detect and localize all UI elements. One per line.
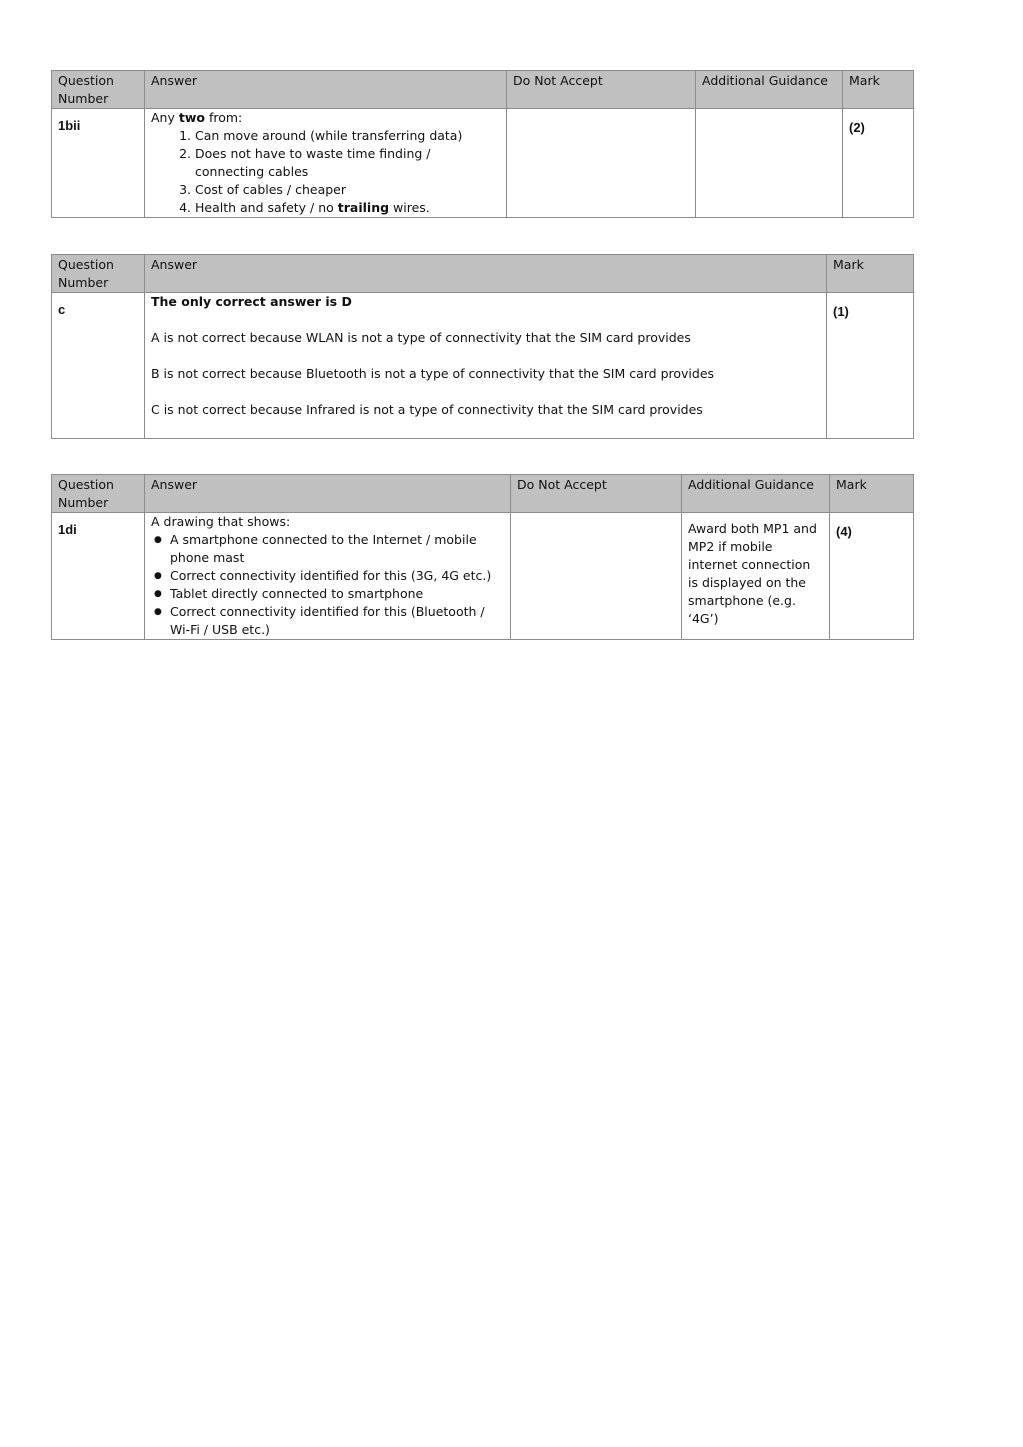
answer-list [151,127,500,217]
answer-cell [145,513,511,640]
header-additional-guidance: Additional Guidance [696,71,843,109]
question-number: 1bii [52,109,145,218]
mark-cell: (2) [843,109,914,218]
header-answer: Answer [145,255,827,293]
header-mark: Mark [843,71,914,109]
header-additional-guidance: Additional Guidance [682,475,830,513]
header-row [52,475,914,513]
header-row [52,71,914,109]
list-item: ● A smartphone connected to the Internet / mobile phone mast [170,531,504,567]
question-number: c [52,293,145,439]
answer-line: B is not correct because Bluetooth is not a type of connectivity that the SIM card provides [151,366,715,381]
mark-scheme-table-1bii [51,70,914,218]
header-question-number: Question Number [52,475,145,513]
answer-cell [145,293,827,439]
answer-list [151,531,504,639]
header-answer: Answer [145,475,511,513]
list-item: 4. Health and safety / no trailing wires. [195,199,500,217]
mark-cell: (1) [827,293,914,439]
do-not-accept-cell [507,109,696,218]
list-item: 3. Cost of cables / cheaper [195,181,500,199]
mark-scheme-table-c [51,254,914,439]
table-row [52,293,914,439]
header-mark: Mark [827,255,914,293]
table-row [52,513,914,640]
list-item: ● Correct connectivity identified for this (Bluetooth / Wi-Fi / USB etc.) [170,603,504,639]
additional-guidance-cell [696,109,843,218]
do-not-accept-cell [511,513,682,640]
list-item: 1. Can move around (while transferring data) [195,127,500,145]
list-item: 2. Does not have to waste time finding / connecting cables [195,145,500,181]
answer-intro: A drawing that shows: [151,514,291,529]
header-row [52,255,914,293]
answer-heading: The only correct answer is D [151,294,352,309]
header-do-not-accept: Do Not Accept [507,71,696,109]
header-do-not-accept: Do Not Accept [511,475,682,513]
table-row [52,109,914,218]
header-mark: Mark [830,475,914,513]
question-number: 1di [52,513,145,640]
header-question-number: Question Number [52,71,145,109]
list-item: ● Tablet directly connected to smartphone [170,585,504,603]
mark-scheme-table-1di [51,474,914,640]
answer-line: A is not correct because WLAN is not a type of connectivity that the SIM card provides [151,330,691,345]
answer-intro: Any two from: [151,110,243,125]
additional-guidance-cell: Award both MP1 and MP2 if mobile internet connection is displayed on the smartphone (e.g. ‘4G’) [682,513,830,640]
mark-cell: (4) [830,513,914,640]
answer-line: C is not correct because Infrared is not a type of connectivity that the SIM card provides [151,402,703,417]
header-question-number: Question Number [52,255,145,293]
header-answer: Answer [145,71,507,109]
answer-cell [145,109,507,218]
list-item: ● Correct connectivity identified for this (3G, 4G etc.) [170,567,504,585]
